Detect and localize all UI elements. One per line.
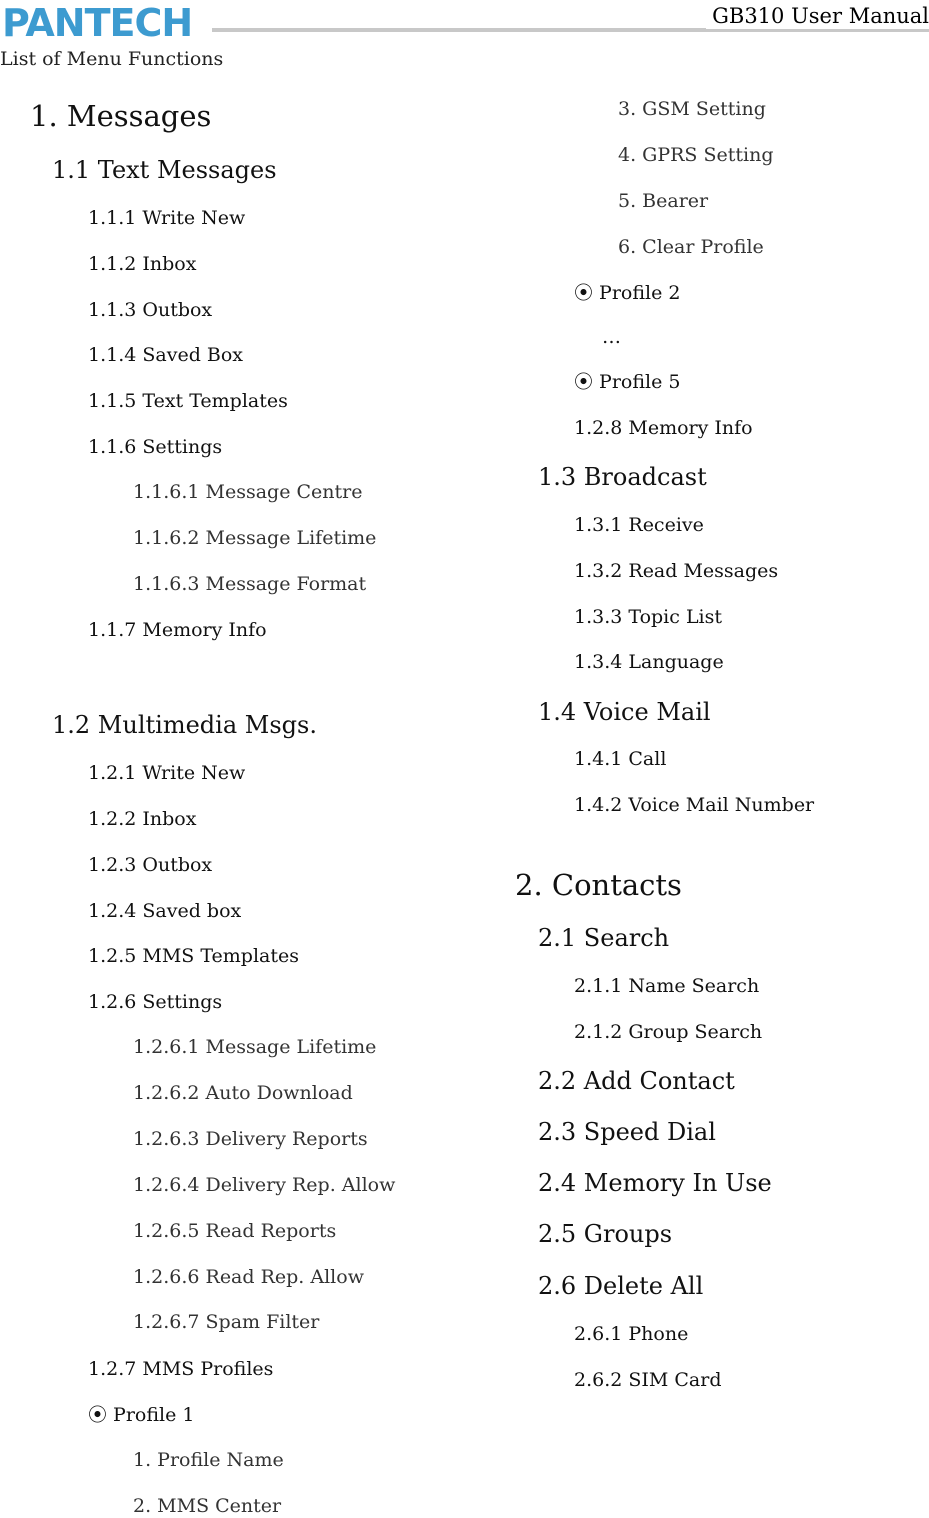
menu-subitem: 4. GPRS Setting	[618, 144, 774, 166]
profile-bullet-item: ⦿ Profile 2	[574, 282, 681, 304]
menu-subitem: 1. Profile Name	[133, 1449, 284, 1471]
menu-item: 1.3.1 Receive	[574, 514, 704, 536]
menu-subheading: 2.6 Delete All	[538, 1272, 704, 1300]
menu-heading: 1. Messages	[30, 99, 212, 133]
menu-subitem: 5. Bearer	[618, 190, 709, 212]
menu-item: 1.2.6 Settings	[88, 991, 223, 1013]
menu-item: 2.6.1 Phone	[574, 1323, 689, 1345]
menu-item: 1.2.1 Write New	[88, 762, 246, 784]
menu-subitem: 1.1.6.1 Message Centre	[133, 481, 363, 503]
menu-item: 1.2.5 MMS Templates	[88, 945, 300, 967]
menu-item: 1.4.2 Voice Mail Number	[574, 794, 815, 816]
menu-item: 1.1.2 Inbox	[88, 253, 197, 275]
menu-item: 2.1.2 Group Search	[574, 1021, 763, 1043]
menu-subheading: 2.2 Add Contact	[538, 1067, 735, 1095]
menu-subitem: 1.2.6.3 Delivery Reports	[133, 1128, 368, 1150]
menu-subheading: 1.3 Broadcast	[538, 463, 707, 491]
menu-subitem: 1.2.6.2 Auto Download	[133, 1082, 353, 1104]
profile-bullet-item: ⦿ Profile 5	[574, 371, 681, 393]
menu-item: 1.1.1 Write New	[88, 207, 246, 229]
menu-subheading: 2.5 Groups	[538, 1220, 673, 1248]
menu-subitem: 1.2.6.4 Delivery Rep. Allow	[133, 1174, 396, 1196]
menu-item: 2.6.2 SIM Card	[574, 1369, 722, 1391]
menu-subheading: 1.4 Voice Mail	[538, 698, 711, 726]
menu-item: 1.2.8 Memory Info	[574, 417, 753, 439]
menu-item: 1.3.2 Read Messages	[574, 560, 779, 582]
profile-bullet-item: ⦿ Profile 1	[88, 1404, 195, 1426]
menu-heading: 2. Contacts	[515, 868, 682, 902]
menu-item: 1.2.2 Inbox	[88, 808, 197, 830]
menu-subitem: 1.2.6.1 Message Lifetime	[133, 1036, 377, 1058]
menu-item: 1.2.3 Outbox	[88, 854, 213, 876]
menu-subitem: 2. MMS Center	[133, 1495, 282, 1517]
menu-item: 1.1.4 Saved Box	[88, 344, 244, 366]
menu-item: 1.2.4 Saved box	[88, 900, 242, 922]
menu-subitem: 1.1.6.3 Message Format	[133, 573, 367, 595]
menu-subheading: 2.1 Search	[538, 924, 670, 952]
menu-item: 1.1.7 Memory Info	[88, 619, 267, 641]
menu-item: 1.1.6 Settings	[88, 436, 223, 458]
menu-item: 1.1.3 Outbox	[88, 299, 213, 321]
menu-subheading: 1.2 Multimedia Msgs.	[52, 711, 317, 739]
menu-subheading: 2.4 Memory In Use	[538, 1169, 772, 1197]
ellipsis: …	[602, 326, 621, 348]
menu-item: 1.3.4 Language	[574, 651, 724, 673]
manual-title: GB310 User Manual	[706, 3, 929, 29]
menu-subitem: 1.2.6.6 Read Rep. Allow	[133, 1266, 364, 1288]
menu-item: 1.3.3 Topic List	[574, 606, 723, 628]
menu-subitem: 1.2.6.7 Spam Filter	[133, 1311, 320, 1333]
section-label: List of Menu Functions	[0, 48, 224, 70]
menu-subitem: 1.2.6.5 Read Reports	[133, 1220, 337, 1242]
menu-subitem: 3. GSM Setting	[618, 98, 766, 120]
menu-item: 1.4.1 Call	[574, 748, 667, 770]
menu-subheading: 2.3 Speed Dial	[538, 1118, 716, 1146]
menu-subitem: 1.1.6.2 Message Lifetime	[133, 527, 377, 549]
menu-subheading: 1.1 Text Messages	[52, 156, 277, 184]
menu-item: 1.1.5 Text Templates	[88, 390, 288, 412]
brand-logo: PANTECH	[2, 1, 193, 45]
menu-subitem: 6. Clear Profile	[618, 236, 764, 258]
menu-item: 2.1.1 Name Search	[574, 975, 760, 997]
menu-item: 1.2.7 MMS Profiles	[88, 1358, 274, 1380]
